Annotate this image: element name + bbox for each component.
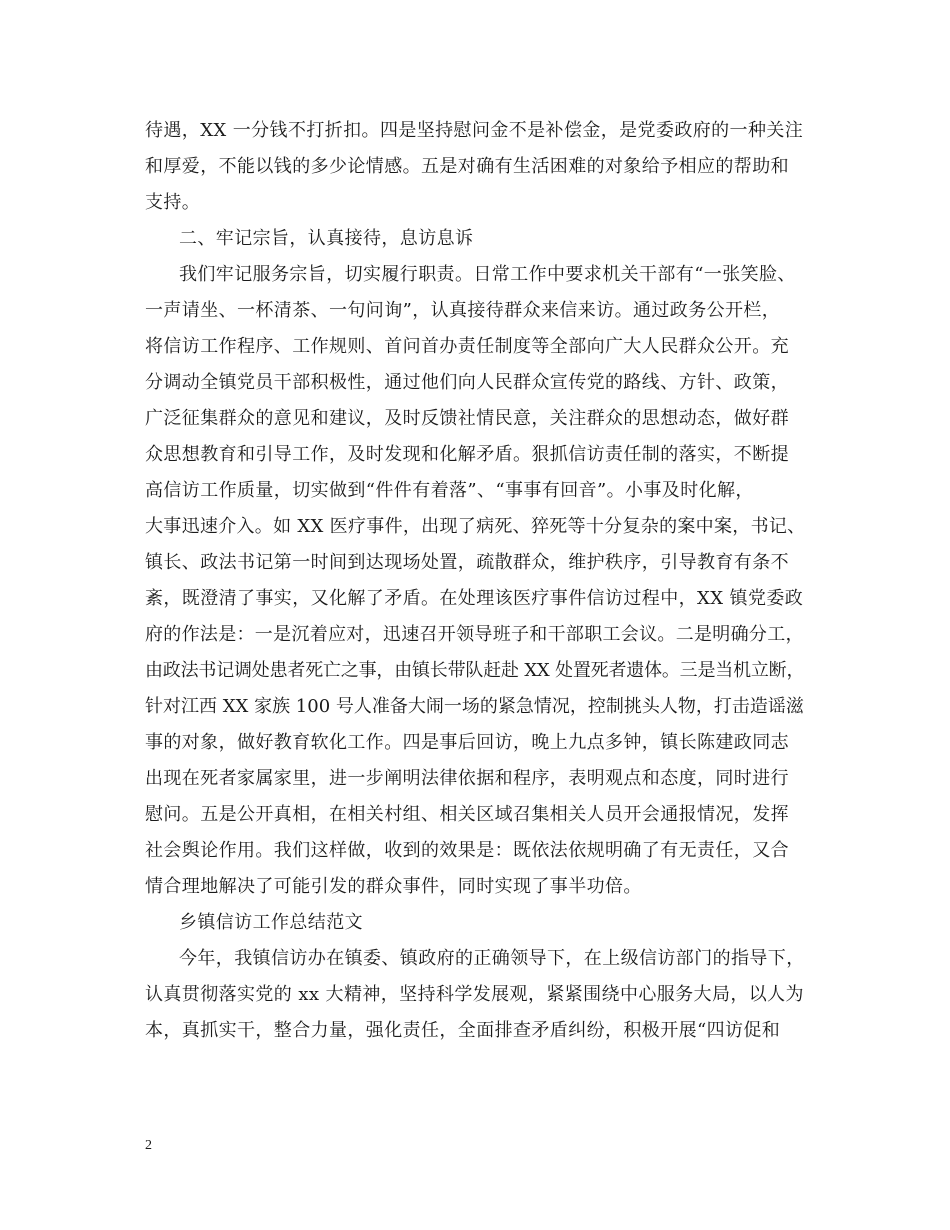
body-line: 分调动全镇党员干部积极性，通过他们向人民群众宣传党的路线、方针、政策， <box>145 372 789 393</box>
body-line: 情合理地解决了可能引发的群众事件，同时实现了事半功倍。 <box>145 876 642 897</box>
body-line: 一声请坐、一杯清茶、一句问询”，认真接待群众来信来访。通过政务公开栏， <box>145 300 781 321</box>
body-line: 将信访工作程序、工作规则、首问首办责任制度等全部向广大人民群众公开。充 <box>145 336 789 357</box>
body-line: 大事迅速介入。如 XX 医疗事件，出现了病死、猝死等十分复杂的案中案，书记、 <box>145 516 806 537</box>
body-line: 广泛征集群众的意见和建议，及时反馈社情民意，关注群众的思想动态，做好群 <box>145 408 789 429</box>
body-line: 镇长、政法书记第一时间到达现场处置，疏散群众，维护秩序，引导教育有条不 <box>145 552 789 573</box>
body-line: 针对江西 XX 家族 100 号人准备大闹一场的紧急情况，控制挑头人物，打击造谣滋 <box>145 696 804 717</box>
body-line: 出现在死者家属家里，进一步阐明法律依据和程序，表明观点和态度，同时进行 <box>145 768 789 789</box>
article-title: 乡镇信访工作总结范文 <box>179 912 363 933</box>
body-line: 高信访工作质量，切实做到“件件有着落”、“事事有回音”。小事及时化解， <box>145 480 754 501</box>
body-line: 待遇，XX 一分钱不打折扣。四是坚持慰问金不是补偿金，是党委政府的一种关注 <box>145 120 804 141</box>
body-line: 认真贯彻落实党的 xx 大精神，坚持科学发展观，紧紧围绕中心服务大局，以人为 <box>145 984 804 1005</box>
body-line: 支持。 <box>145 192 201 213</box>
body-line: 慰问。五是公开真相，在相关村组、相关区域召集相关人员开会通报情况，发挥 <box>145 804 789 825</box>
body-line: 今年，我镇信访办在镇委、镇政府的正确领导下，在上级信访部门的指导下， <box>179 948 805 969</box>
body-line: 由政法书记调处患者死亡之事，由镇长带队赶赴 XX 处置死者遗体。三是当机立断， <box>145 660 805 681</box>
body-line: 府的作法是：一是沉着应对，迅速召开领导班子和干部职工会议。二是明确分工， <box>145 624 804 645</box>
body-line: 我们牢记服务宗旨，切实履行职责。日常工作中要求机关干部有“一张笑脸、 <box>179 264 796 285</box>
section-heading: 二、牢记宗旨，认真接待，息访息诉 <box>179 228 474 249</box>
body-line: 和厚爱，不能以钱的多少论情感。五是对确有生活困难的对象给予相应的帮助和 <box>145 156 789 177</box>
body-line: 本，真抓实干，整合力量，强化责任，全面排查矛盾纠纷，积极开展“四访促和 <box>145 1020 781 1041</box>
body-line: 众思想教育和引导工作，及时发现和化解矛盾。狠抓信访责任制的落实，不断提 <box>145 444 789 465</box>
body-line: 事的对象，做好教育软化工作。四是事后回访，晚上九点多钟，镇长陈建政同志 <box>145 732 789 753</box>
body-line: 社会舆论作用。我们这样做，收到的效果是：既依法依规明确了有无责任，又合 <box>145 840 789 861</box>
body-line: 紊，既澄清了事实，又化解了矛盾。在处理该医疗事件信访过程中，XX 镇党委政 <box>145 588 804 609</box>
page-number: 2 <box>145 1138 152 1153</box>
